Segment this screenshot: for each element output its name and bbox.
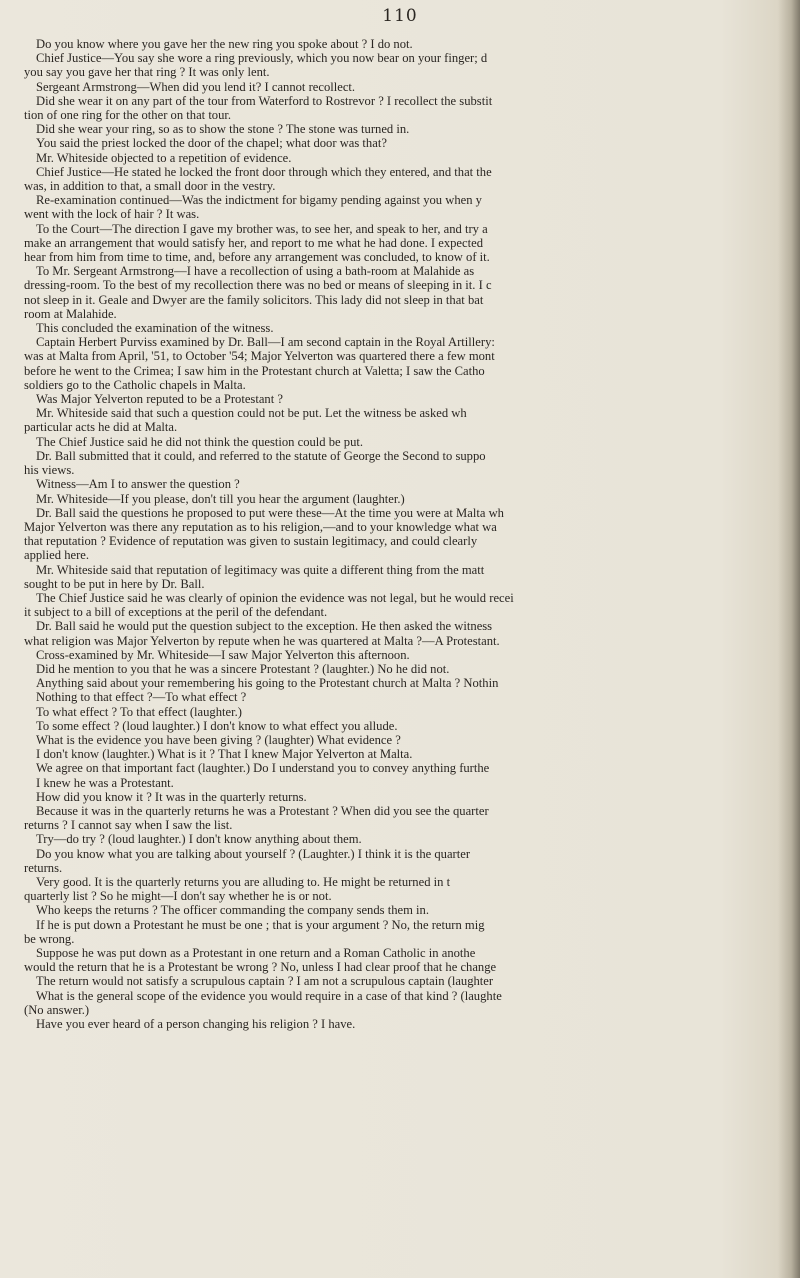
text-line: that reputation ? Evidence of reputation was given to sustain legitimacy, and could clearly [24,534,478,549]
text-line: To some effect ? (loud laughter.) I don't know to what effect you allude. [36,718,398,733]
text-line: Suppose he was put down as a Protestant in one return and a Roman Catholic in anothe [36,946,476,960]
text-line: Dr. Ball said he would put the question subject to the exception. He then asked the witness [36,619,493,634]
text-line: was, in addition to that, a small door in the vestry. [24,179,276,194]
text-line: The Chief Justice said he did not think the question could be put. [36,434,364,449]
text-line: Re-examination continued—Was the indictment for bigamy pending against you when y [36,193,482,208]
text-line: If he is put down a Protestant he must be one ; that is your argument ? No, the return mig [36,917,485,932]
text-line: Try—do try ? (loud laughter.) I don't know anything about them. [36,832,362,847]
text-line: returns ? I cannot say when I saw the list. [24,818,233,833]
text-line: We agree on that important fact (laughter.) Do I understand you to convey anything furthe [36,761,490,776]
text-line: be wrong. [24,931,75,946]
text-line: The Chief Justice said he was clearly of opinion the evidence was not legal, but he would recei [36,590,514,605]
text-line: Did she wear it on any part of the tour from Waterford to Rostrevor ? I recollect the substit [36,93,493,108]
text-line: Very good. It is the quarterly returns you are alluding to. He might be returned in t [36,874,451,889]
text-line: What is the general scope of the evidence you would require in a case of that kind ? (laughte [36,988,502,1003]
text-line: room at Malahide. [24,306,117,321]
text-line: what religion was Major Yelverton by repute when he was quartered at Malta ?—A Protestant. [24,633,500,648]
text-line: not sleep in it. Geale and Dwyer are the family solicitors. This lady did not sleep in that bat [24,292,484,307]
text-line: Was Major Yelverton reputed to be a Protestant ? [36,392,283,407]
text-line: make an arrangement that would satisfy her, and report to me what he had done. I expected [24,235,483,250]
text-line: dressing-room. To the best of my recollection there was no bed or means of sleeping in it. I c [24,278,492,293]
text-line: Major Yelverton was there any reputation as to his religion,—and to your knowledge what wa [24,519,497,534]
text-line: Did he mention to you that he was a sincere Protestant ? (laughter.) No he did not. [36,661,450,676]
text-line: hear from him from time to time, and, before any arrangement was concluded, to know of it. [24,250,490,265]
text-line: particular acts he did at Malta. [24,420,178,435]
text-line: Have you ever heard of a person changing his religion ? I have. [36,1017,356,1032]
text-line: The return would not satisfy a scrupulous captain ? I am not a scrupulous captain (laughter [36,974,494,989]
text-line: Dr. Ball said the questions he proposed to put were these—At the time you were at Malta wh [36,505,504,520]
text-line: Do you know what you are talking about yourself ? (Laughter.) I think it is the quarter [36,846,471,861]
text-line: before he went to the Crimea; I saw him in the Protestant church at Valetta; I saw the Catho [24,363,485,378]
text-line: I knew he was a Protestant. [36,775,174,790]
text-line: tion of one ring for the other on that tour. [24,108,232,123]
text-line: Mr. Whiteside said that reputation of legitimacy was quite a different thing from the matt [36,562,485,577]
text-line: (No answer.) [24,1002,90,1017]
text-line: soldiers go to the Catholic chapels in Malta. [24,377,246,392]
text-line: Captain Herbert Purviss examined by Dr. Ball—I am second captain in the Royal Artillery: [36,335,495,350]
text-line: returns. [24,860,63,875]
text-line: went with the lock of hair ? It was. [24,207,200,222]
text-line: Witness—Am I to answer the question ? [36,477,240,492]
text-line: was at Malta from April, '51, to October '54; Major Yelverton was quartered there a few mont [24,349,495,364]
text-line: Cross-examined by Mr. Whiteside—I saw Major Yelverton this afternoon. [36,647,410,662]
text-line: would the return that he is a Protestant be wrong ? No, unless I had clear proof that he change [24,960,497,975]
text-line: This concluded the examination of the witness. [36,321,274,336]
page-body-text [24,37,784,1031]
text-line: To Mr. Sergeant Armstrong—I have a recollection of using a bath-room at Malahide as [36,264,475,279]
text-line: How did you know it ? It was in the quarterly returns. [36,789,307,804]
text-line: Nothing to that effect ?—To what effect ? [36,690,247,705]
text-line: To what effect ? To that effect (laughter.) [36,704,242,719]
text-line: you say you gave her that ring ? It was only lent. [24,65,270,80]
text-line: Who keeps the returns ? The officer commanding the company sends them in. [36,903,429,918]
text-line: quarterly list ? So he might—I don't say whether he is or not. [24,889,332,904]
page-number: 110 [382,6,418,26]
text-line: I don't know (laughter.) What is it ? That I knew Major Yelverton at Malta. [36,747,413,762]
text-line: it subject to a bill of exceptions at the peril of the defendant. [24,605,328,620]
text-line: You said the priest locked the door of the chapel; what door was that? [36,136,387,151]
text-line: Dr. Ball submitted that it could, and referred to the statute of George the Second to suppo [36,448,486,463]
text-line: Anything said about your remembering his going to the Protestant church at Malta ? Nothin [36,676,499,691]
text-line: sought to be put in here by Dr. Ball. [24,576,205,591]
text-line: Chief Justice—You say she wore a ring previously, which you now bear on your finger; d [36,51,488,66]
text-line: his views. [24,463,75,478]
text-line: Sergeant Armstrong—When did you lend it? I cannot recollect. [36,79,356,94]
text-line: Mr. Whiteside—If you please, don't till you hear the argument (laughter.) [36,491,405,506]
text-line: Mr. Whiteside said that such a question could not be put. Let the witness be asked wh [36,406,467,421]
text-line: What is the evidence you have been giving ? (laughter) What evidence ? [36,732,401,747]
text-line: Did she wear your ring, so as to show the stone ? The stone was turned in. [36,122,410,137]
text-line: Mr. Whiteside objected to a repetition of evidence. [36,150,292,165]
text-line: Because it was in the quarterly returns he was a Protestant ? When did you see the quarter [36,803,489,818]
text-line: Chief Justice—He stated he locked the front door through which they entered, and that the [36,164,492,179]
text-line: To the Court—The direction I gave my brother was, to see her, and speak to her, and try a [36,221,488,236]
text-line: Do you know where you gave her the new ring you spoke about ? I do not. [36,37,413,51]
text-line: applied here. [24,548,90,563]
